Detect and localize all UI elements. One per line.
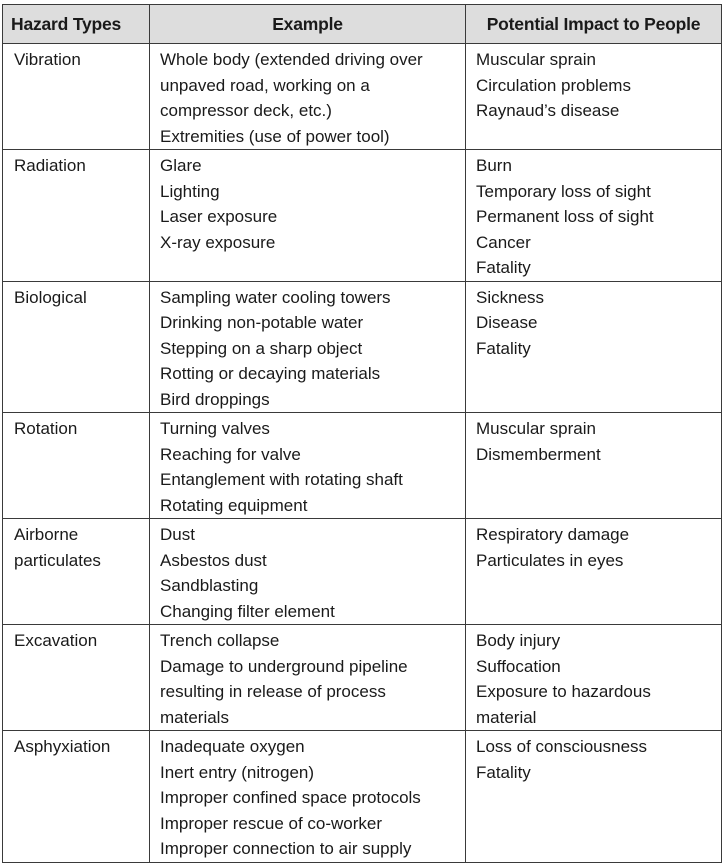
example-text: X-ray exposure: [160, 232, 276, 252]
impact-text: Temporary loss of sight: [476, 181, 651, 201]
impact-text: Muscular sprain: [476, 50, 596, 69]
hazard-cell: [3, 413, 150, 519]
impact-cell: [466, 150, 722, 282]
impact-text: Cancer: [476, 232, 531, 252]
example-text: Damage to underground pipeline: [160, 656, 408, 676]
impact-text: Suffocation: [476, 656, 561, 676]
table-row-airborne-particulates: [3, 519, 722, 625]
example-cell: [150, 413, 466, 519]
header-hazard-types: Hazard Types: [3, 5, 150, 44]
example-cell: [150, 625, 466, 731]
header-example: Example: [150, 5, 466, 44]
impact-text: Dismemberment: [476, 444, 601, 464]
impact-cell: [466, 413, 722, 519]
table-row-biological: [3, 281, 722, 413]
example-text: resulting in release of process: [160, 682, 386, 701]
example-cell: [150, 731, 466, 863]
hazard-text: Vibration: [14, 50, 81, 69]
example-text: Reaching for valve: [160, 444, 301, 464]
impact-text: Permanent loss of sight: [476, 207, 654, 226]
impact-cell: [466, 731, 722, 863]
example-cell: [150, 150, 466, 282]
table-row-radiation: [3, 150, 722, 282]
hazard-table: [2, 4, 722, 863]
example-text: unpaved road, working on a: [160, 75, 370, 95]
example-text: Glare: [160, 156, 202, 175]
impact-text: Circulation problems: [476, 75, 631, 95]
example-text: Trench collapse: [160, 631, 280, 650]
impact-text: Burn: [476, 156, 512, 175]
hazard-cell: [3, 281, 150, 413]
hazard-text: Radiation: [14, 156, 86, 175]
example-text: Inadequate oxygen: [160, 737, 305, 756]
hazard-cell: [3, 44, 150, 150]
impact-text: Loss of consciousness: [476, 737, 648, 756]
header-potential-impact: Potential Impact to People: [466, 5, 722, 44]
impact-cell: [466, 519, 722, 625]
impact-text: Exposure to hazardous: [476, 682, 651, 701]
impact-cell: [466, 625, 722, 731]
impact-text: material: [476, 707, 537, 727]
example-text: Sampling water cooling towers: [160, 287, 391, 307]
example-text: Rotating equipment: [160, 495, 308, 515]
impact-cell: [466, 44, 722, 150]
hazard-text: Rotation: [14, 419, 78, 438]
example-cell: [150, 44, 466, 150]
impact-text: Raynaud’s disease: [476, 101, 620, 120]
impact-text: Body injury: [476, 631, 561, 650]
example-text: Inert entry (nitrogen): [160, 762, 315, 782]
hazard-cell: [3, 519, 150, 625]
table-row-excavation: [3, 625, 722, 731]
impact-text: Sickness: [476, 287, 545, 307]
example-text: Dust: [160, 525, 195, 544]
table-row-rotation: [3, 413, 722, 519]
impact-text: Fatality: [476, 258, 531, 277]
example-text: Improper confined space protocols: [160, 788, 421, 807]
impact-text: Disease: [476, 313, 538, 332]
impact-text: Fatality: [476, 762, 531, 782]
hazard-text: Airborne: [14, 525, 79, 544]
example-text: Turning valves: [160, 419, 270, 438]
example-text: Improper rescue of co-worker: [160, 813, 383, 833]
impact-cell: [466, 281, 722, 413]
example-cell: [150, 281, 466, 413]
table-row-vibration: [3, 44, 722, 150]
example-text: Lighting: [160, 181, 220, 201]
example-text: compressor deck, etc.): [160, 101, 332, 120]
hazard-cell: [3, 150, 150, 282]
example-text: Improper connection to air supply: [160, 839, 412, 858]
example-text: Changing filter element: [160, 601, 335, 621]
example-text: Stepping on a sharp object: [160, 338, 363, 358]
table-body: [3, 44, 722, 863]
example-text: Asbestos dust: [160, 550, 267, 570]
hazard-cell: [3, 731, 150, 863]
hazard-text: Biological: [14, 287, 87, 307]
example-text: Bird droppings: [160, 389, 270, 409]
example-cell: [150, 519, 466, 625]
hazard-text: Asphyxiation: [14, 737, 111, 756]
example-text: Entanglement with rotating shaft: [160, 470, 403, 489]
impact-text: Fatality: [476, 338, 531, 358]
impact-text: Particulates in eyes: [476, 550, 624, 570]
table-header: [3, 5, 722, 44]
example-text: Sandblasting: [160, 576, 259, 595]
hazard-text: Excavation: [14, 631, 98, 650]
impact-text: Respiratory damage: [476, 525, 630, 544]
hazard-cell: [3, 625, 150, 731]
impact-text: Muscular sprain: [476, 419, 596, 438]
example-text: Rotting or decaying materials: [160, 364, 381, 383]
header-row: [3, 5, 722, 44]
example-text: Drinking non-potable water: [160, 313, 364, 332]
example-text: Laser exposure: [160, 207, 278, 226]
example-text: materials: [160, 707, 229, 727]
example-text: Extremities (use of power tool): [160, 126, 390, 146]
hazard-text: particulates: [14, 550, 101, 570]
example-text: Whole body (extended driving over: [160, 50, 423, 69]
table-row-asphyxiation: [3, 731, 722, 863]
